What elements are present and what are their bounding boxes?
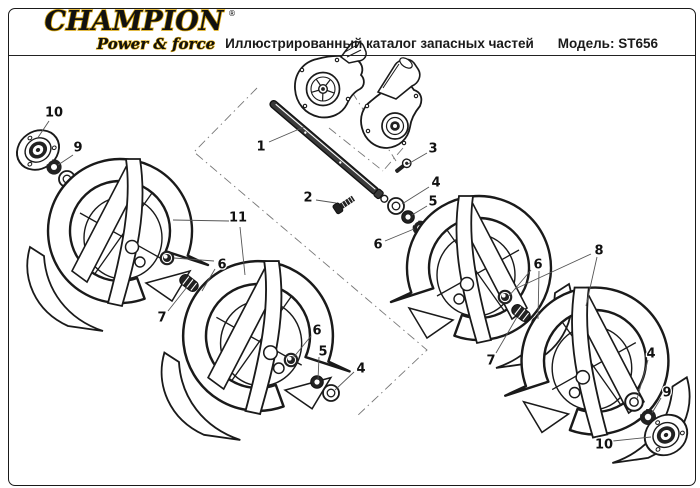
callout-1: 1 [256,139,266,155]
callout-5: 5 [428,194,438,210]
callout-3: 3 [428,141,438,157]
auger-left-outer [27,159,208,331]
callout-7: 7 [157,310,167,326]
callout-9: 9 [73,140,83,156]
callout-5: 5 [318,344,328,360]
leader-line [335,372,354,390]
lock-washer-shaft [402,211,415,224]
flat-washer-shaft [388,198,404,214]
shear-bolt [393,157,413,175]
callout-6: 6 [533,257,543,273]
leader-line [515,254,591,289]
leader-line [269,127,304,142]
header-divider [8,55,696,56]
logo-tagline: Power & force [96,35,216,53]
callout-10: 10 [44,105,64,121]
leader-line [385,229,414,241]
leader-line [402,187,429,204]
callout-10: 10 [594,437,614,453]
callout-8: 8 [594,243,604,259]
gearbox-half-right [361,56,421,148]
callout-6: 6 [373,237,383,253]
callout-7: 7 [486,353,496,369]
auger-bolt-right [498,290,513,305]
callout-11: 11 [228,210,248,226]
leader-line [316,200,336,203]
leader-line [58,155,73,165]
callout-4: 4 [431,175,441,191]
lock-washer-mid [311,376,324,389]
leader-line [412,206,427,215]
model-label: Модель: ST656 [557,36,658,51]
callout-4: 4 [356,361,366,377]
champion-logo [26,3,241,55]
page-title: Иллюстрированный каталог запасных частей [225,36,534,51]
callout-9: 9 [662,385,672,401]
callout-2: 2 [303,190,313,206]
gearbox-half-left [295,42,366,118]
callout-6: 6 [217,257,227,273]
logo-wordmark: CHAMPION [44,6,224,37]
carriage-bolt [332,194,356,214]
lock-nut-left [46,159,61,174]
logo-registered-mark: ® [228,9,236,18]
leader-line [408,153,427,164]
auger-bolt-left [160,251,175,266]
flat-washer-mid [323,385,339,401]
callout-6: 6 [312,323,322,339]
flat-washer-end [625,393,643,411]
callout-4: 4 [646,346,656,362]
